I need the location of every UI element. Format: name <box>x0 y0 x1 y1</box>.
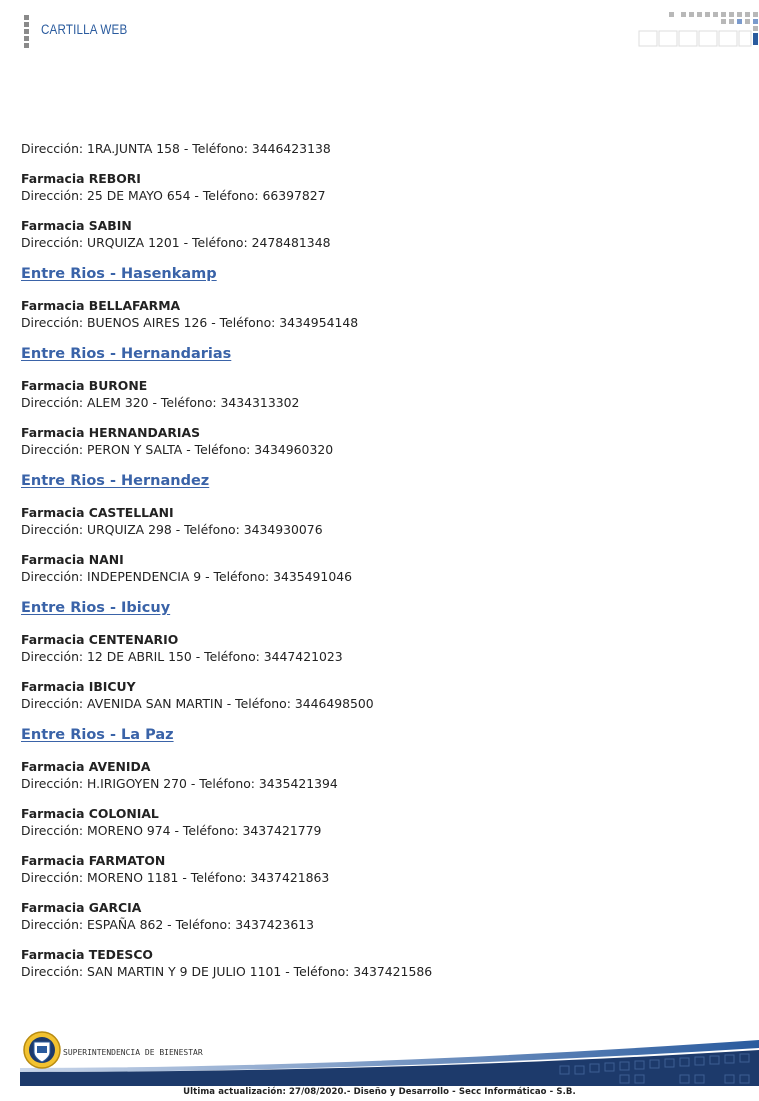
section-heading-hernandarias[interactable]: Entre Rios - Hernandarias <box>21 346 232 362</box>
pharmacy-name: Farmacia AVENIDA <box>21 759 151 774</box>
list-item <box>21 551 741 585</box>
page-header <box>0 0 759 60</box>
pharmacy-name: Farmacia REBORI <box>21 171 141 186</box>
pharmacy-name: Farmacia FARMATON <box>21 853 166 868</box>
pharmacy-address: Dirección: BUENOS AIRES 126 - Teléfono: 3434954148 <box>21 315 359 330</box>
footer-update-text: Ultima actualización: 27/08/2020.- Diseño y Desarrollo - Secc Informáticao - S.B. <box>183 1087 576 1097</box>
pharmacy-name: Farmacia HERNANDARIAS <box>21 425 200 440</box>
section-heading-ibicuy[interactable]: Entre Rios - Ibicuy <box>21 600 171 616</box>
list-item <box>21 504 741 538</box>
pharmacy-address: Dirección: ALEM 320 - Teléfono: 3434313302 <box>21 395 300 410</box>
shield-icon <box>24 1032 60 1068</box>
list-item <box>21 170 741 204</box>
section-heading-hasenkamp[interactable]: Entre Rios - Hasenkamp <box>21 266 217 282</box>
pharmacy-name: Farmacia BURONE <box>21 378 148 393</box>
list-item <box>21 946 741 980</box>
pharmacy-name: Farmacia SABIN <box>21 218 132 233</box>
list-item <box>21 424 741 458</box>
pharmacy-address: Dirección: AVENIDA SAN MARTIN - Teléfono: 3446498500 <box>21 696 374 711</box>
list-item <box>21 297 741 331</box>
list-item <box>21 377 741 411</box>
pharmacy-name: Farmacia NANI <box>21 552 124 567</box>
pharmacy-address: Dirección: ESPAÑA 862 - Teléfono: 3437423613 <box>21 917 315 932</box>
list-item <box>21 678 741 712</box>
pharmacy-address: Dirección: 1RA.JUNTA 158 - Teléfono: 3446423138 <box>21 141 331 156</box>
section-heading-la-paz[interactable]: Entre Rios - La Paz <box>21 727 174 743</box>
header-accent-bar <box>24 15 29 47</box>
pharmacy-address: Dirección: 25 DE MAYO 654 - Teléfono: 66397827 <box>21 188 326 203</box>
pharmacy-address: Dirección: SAN MARTIN Y 9 DE JULIO 1101 - Teléfono: 3437421586 <box>21 964 433 979</box>
list-item <box>21 805 741 839</box>
footer-logo-label: SUPERINTENDENCIA DE BIENESTAR <box>63 1048 203 1057</box>
pharmacy-name: Farmacia BELLAFARMA <box>21 298 181 313</box>
pharmacy-name: Farmacia CENTENARIO <box>21 632 179 647</box>
pharmacy-address: Dirección: MORENO 974 - Teléfono: 3437421779 <box>21 823 322 838</box>
list-item <box>21 852 741 886</box>
pharmacy-address: Dirección: H.IRIGOYEN 270 - Teléfono: 3435421394 <box>21 776 338 791</box>
header-mosaic-decoration <box>637 12 759 48</box>
list-item <box>21 758 741 792</box>
pharmacy-address: Dirección: 12 DE ABRIL 150 - Teléfono: 3447421023 <box>21 649 343 664</box>
pharmacy-name: Farmacia TEDESCO <box>21 947 153 962</box>
section-heading-hernandez[interactable]: Entre Rios - Hernandez <box>21 473 210 489</box>
list-item <box>21 217 741 251</box>
pharmacy-name: Farmacia COLONIAL <box>21 806 159 821</box>
pharmacy-name: Farmacia IBICUY <box>21 679 136 694</box>
list-item <box>21 899 741 933</box>
pharmacy-address: Dirección: INDEPENDENCIA 9 - Teléfono: 3435491046 <box>21 569 352 584</box>
pharmacy-name: Farmacia CASTELLANI <box>21 505 174 520</box>
list-item <box>21 631 741 665</box>
pharmacy-address: Dirección: PERON Y SALTA - Teléfono: 3434960320 <box>21 442 334 457</box>
pharmacy-address: Dirección: MORENO 1181 - Teléfono: 3437421863 <box>21 870 330 885</box>
list-item <box>21 140 741 157</box>
pharmacy-name: Farmacia GARCIA <box>21 900 142 915</box>
pharmacy-listing <box>21 140 741 993</box>
pharmacy-address: Dirección: URQUIZA 298 - Teléfono: 3434930076 <box>21 522 323 537</box>
page-title: CARTILLA WEB <box>41 22 128 37</box>
pharmacy-address: Dirección: URQUIZA 1201 - Teléfono: 2478481348 <box>21 235 331 250</box>
